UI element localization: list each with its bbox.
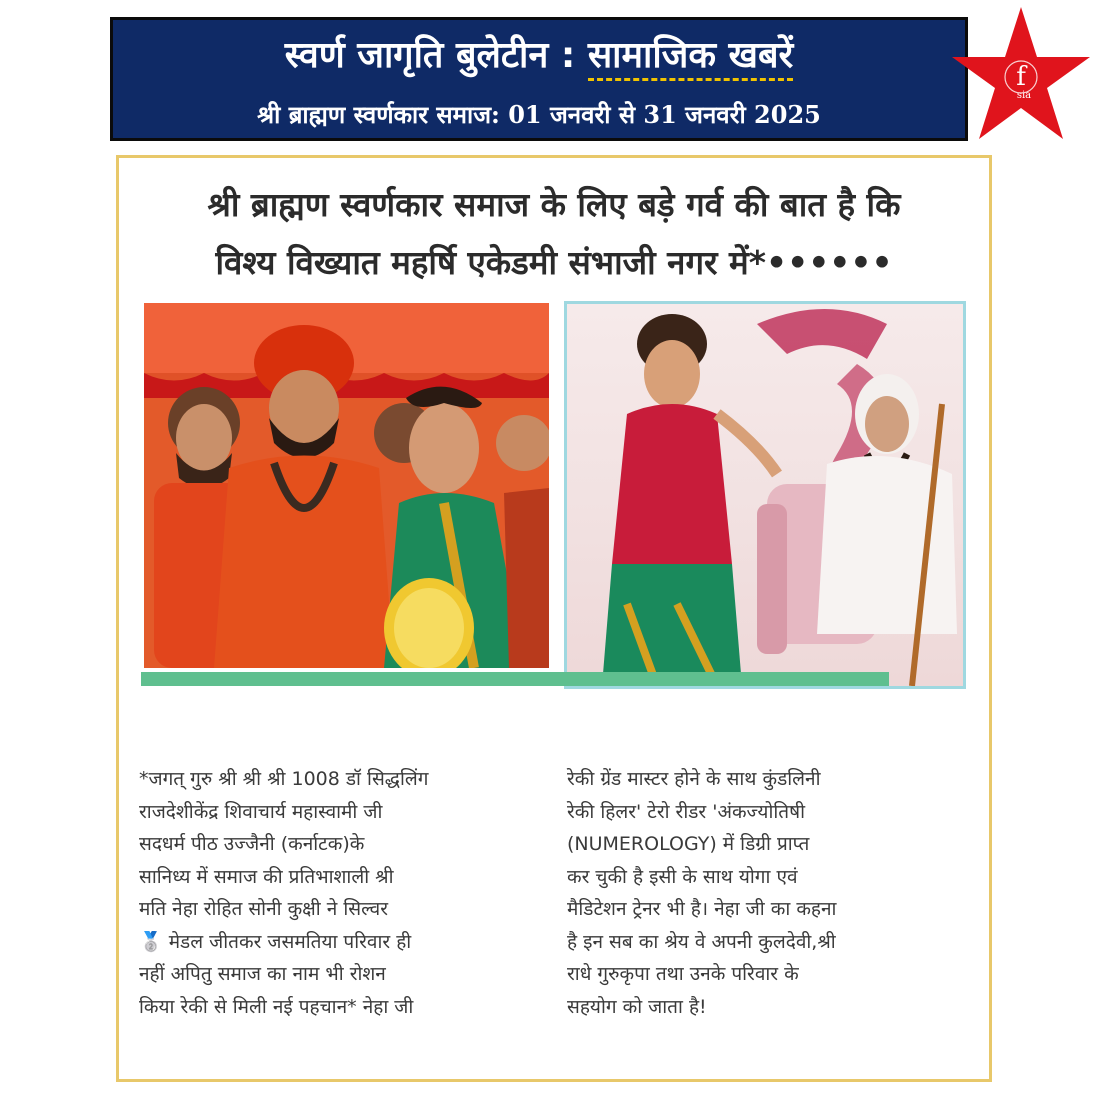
- text-line: सहयोग को जाता है!: [567, 995, 707, 1018]
- text-line: राधे गुरुकृपा तथा उनके परिवार के: [567, 963, 799, 985]
- text-line: नहीं अपितु समाज का नाम भी रोशन: [139, 963, 386, 985]
- text-line: मति नेहा रोहित सोनी कुक्षी ने सिल्वर: [139, 898, 389, 920]
- text-line: सदधर्म पीठ उज्जैनी (कर्नाटक)के: [139, 833, 365, 855]
- text-line: रेकी हिलर' टेरो रीडर 'अंकज्योतिषी: [567, 800, 806, 823]
- logo-text: sia: [1016, 90, 1032, 101]
- logo-letter: f: [1016, 62, 1026, 92]
- text-line: राजदेशीकेंद्र शिवाचार्य महास्वामी जी: [139, 800, 383, 823]
- bulletin-banner: [110, 17, 968, 141]
- banner-title: [113, 34, 965, 78]
- photo-honour-ceremony: [564, 301, 966, 689]
- headline-line-2: विश्य विख्यात महर्षि एकेडमी संभाजी नगर में*••••••: [215, 243, 893, 282]
- photo-award-group: [144, 303, 549, 668]
- text-line: (NUMEROLOGY) में डिग्री प्राप्त: [567, 833, 810, 855]
- article-frame: [116, 155, 992, 1082]
- article-column-right: [567, 763, 977, 1023]
- text-line: 🥈 मेडल जीतकर जसमतिया परिवार ही: [139, 930, 412, 953]
- headline-line-1: श्री ब्राह्मण स्वर्णकार समाज के लिए बड़े गर्व की बात है कि: [207, 185, 901, 224]
- text-line: किया रेकी से मिली नई पहचान* नेहा जी: [139, 995, 414, 1018]
- text-line: रेकी ग्रेंड मास्टर होने के साथ कुंडलिनी: [567, 768, 821, 790]
- article-column-left: [139, 763, 544, 1023]
- banner-subtitle: श्री ब्राह्मण स्वर्णकार समाज: 01 जनवरी से 31 जनवरी 2025: [257, 100, 821, 129]
- banner-title-prefix: स्वर्ण जागृति बुलेटीन :: [284, 35, 588, 76]
- star-logo: [948, 5, 1094, 145]
- divider-bar: [141, 672, 889, 686]
- text-line: सानिध्य में समाज की प्रतिभाशाली श्री: [139, 865, 394, 888]
- banner-title-highlight: सामाजिक खबरें: [588, 35, 793, 81]
- text-line: कर चुकी है इसी के साथ योगा एवं: [567, 865, 798, 888]
- text-line: *जगत् गुरु श्री श्री श्री 1008 डॉ सिद्धलिंग: [139, 768, 429, 790]
- text-line: मैडिटेशन ट्रेनर भी है। नेहा जी का कहना: [567, 898, 837, 920]
- text-line: है इन सब का श्रेय वे अपनी कुलदेवी,श्री: [567, 930, 836, 953]
